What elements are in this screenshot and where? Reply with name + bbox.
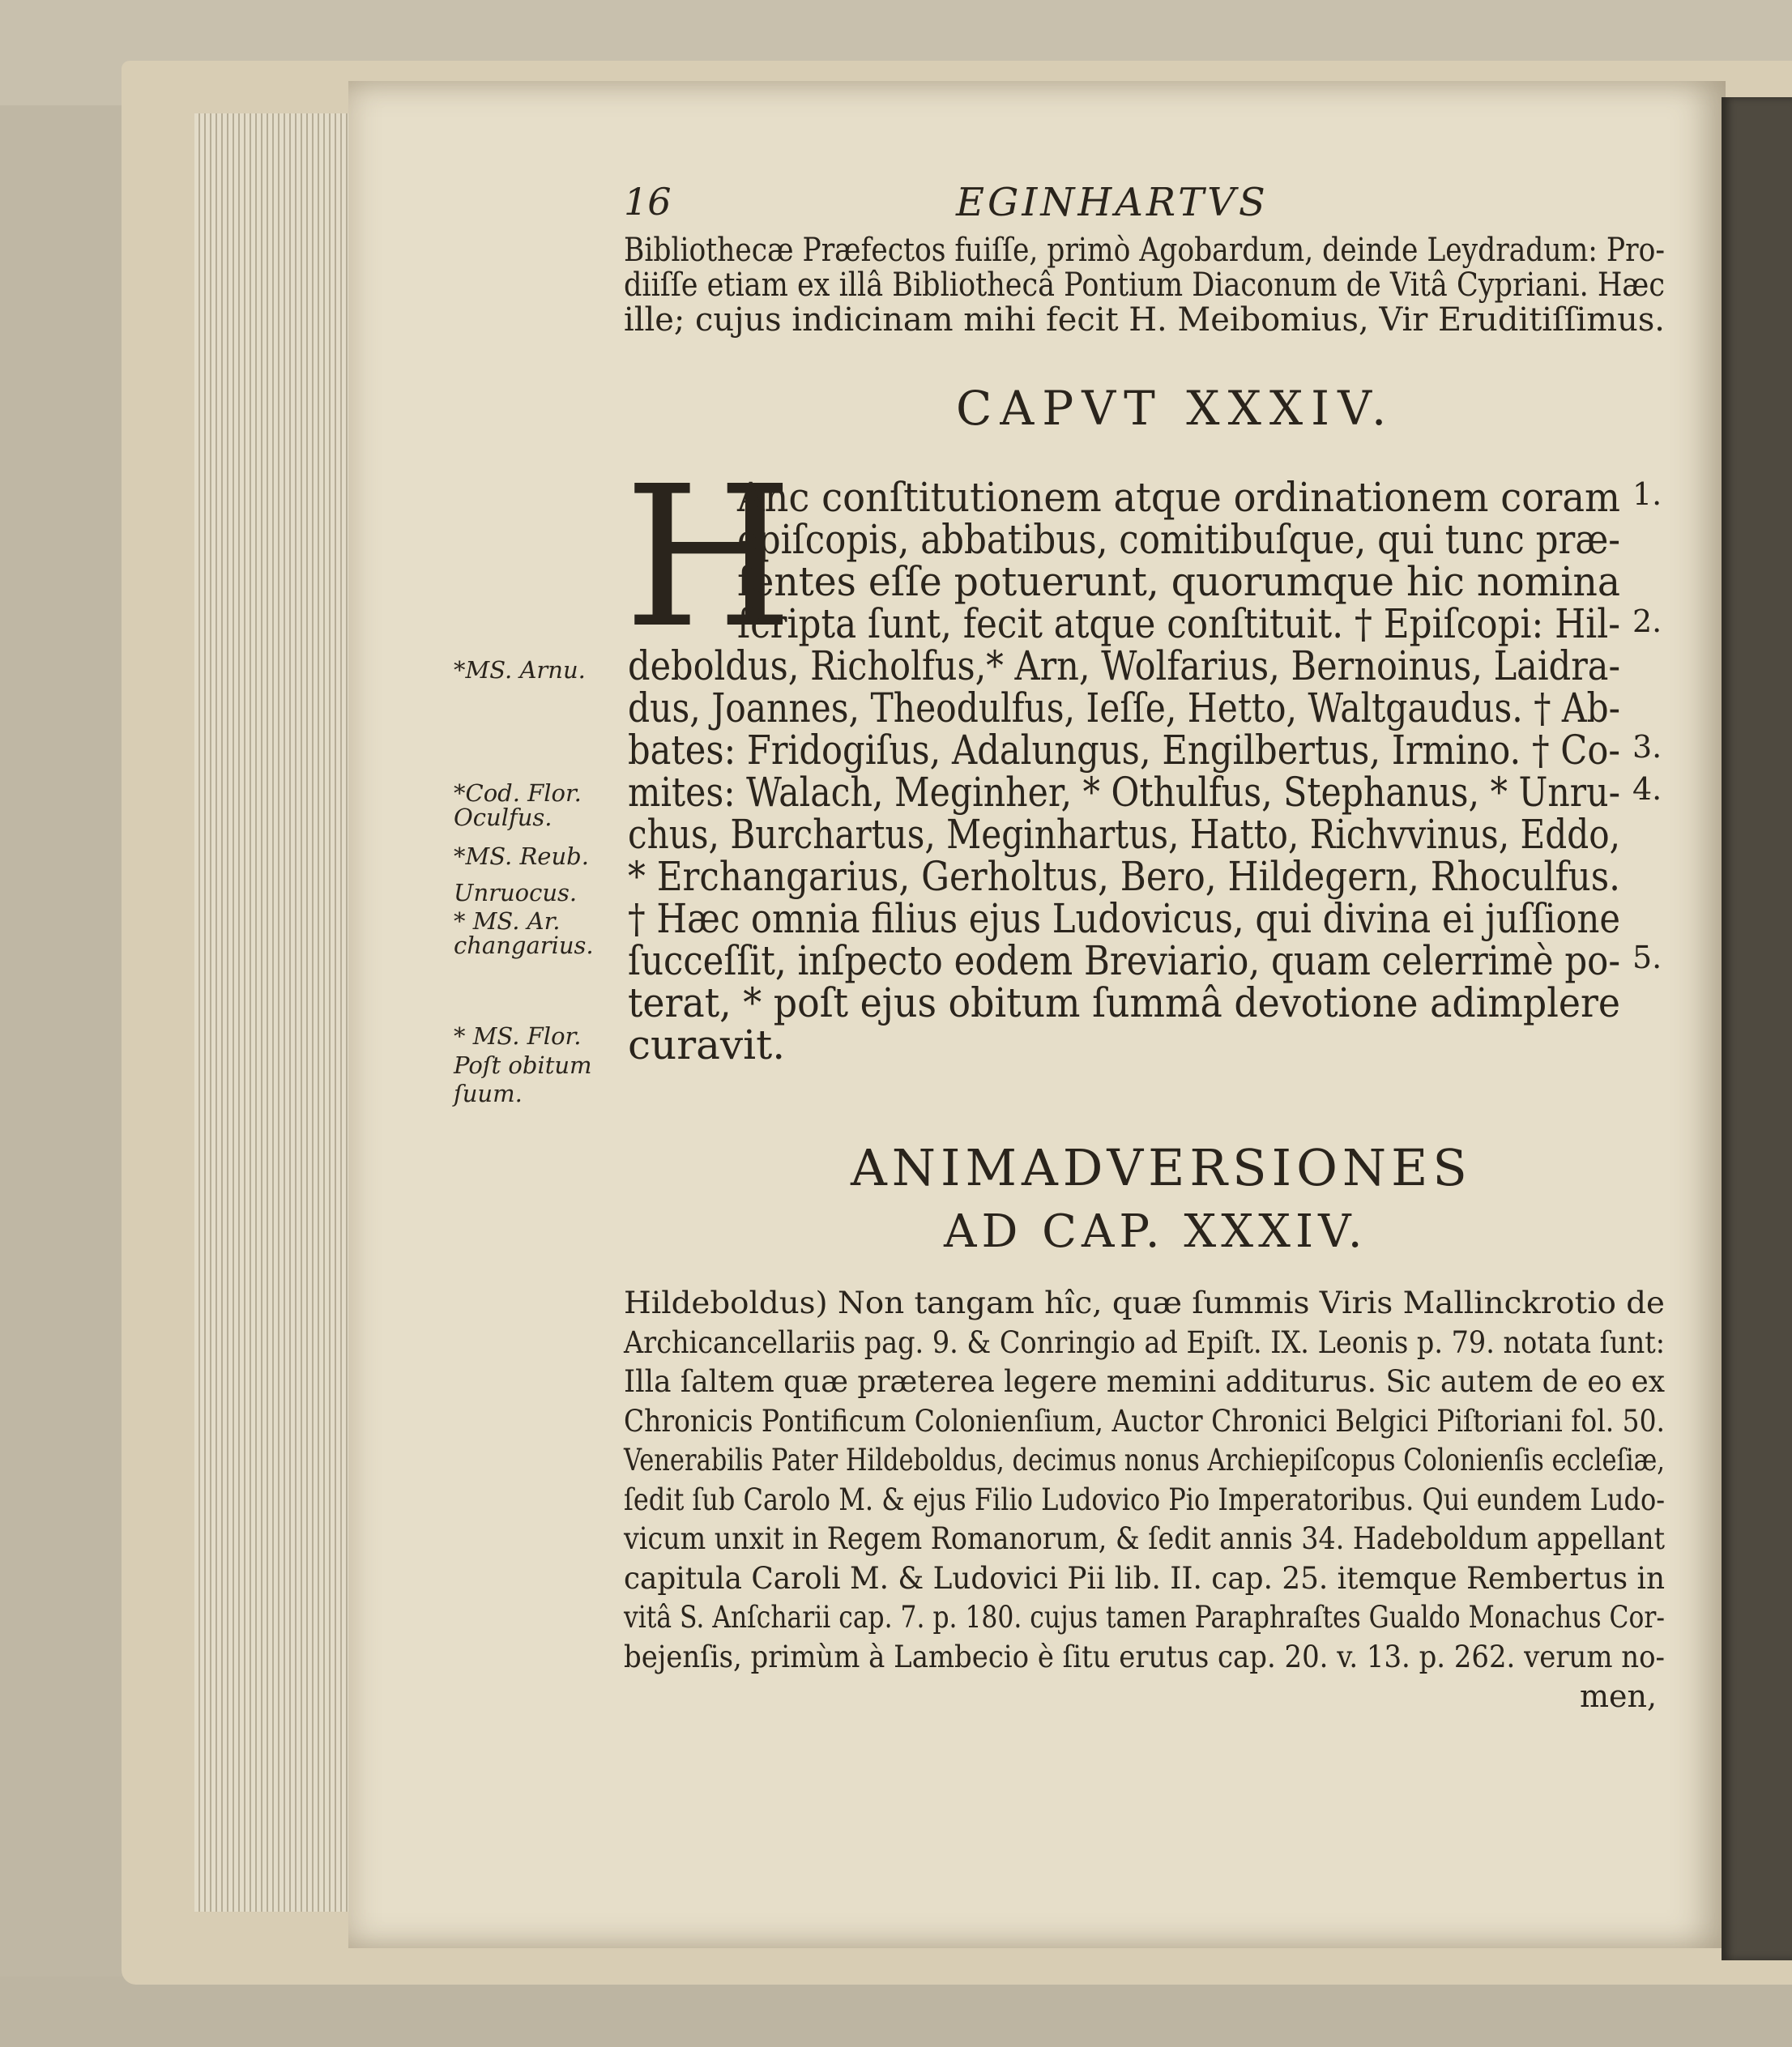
facing-page-shadow (1722, 97, 1792, 1960)
scan-background-bottom (0, 1977, 1792, 2047)
marginal-note: * MS. Ar. (454, 907, 561, 935)
chapter-lines-line: dus, Joannes, Theodulfus, Ieſſe, Hetto, Waltgaudus. † Ab- (628, 684, 1620, 731)
verse-number: 2. (1632, 603, 1662, 639)
page-edges (194, 113, 358, 1912)
notes-line: Venerabilis Pater Hildeboldus, decimus nonus Archiepiſcopus Colonienſis eccleſiæ, (624, 1443, 1665, 1478)
marginal-note: ſuum. (454, 1080, 523, 1107)
notes-line: capitula Caroli M. & Ludovici Pii lib. II. cap. 25. itemque Rembertus in (624, 1560, 1665, 1596)
marginal-note: Poſt obitum (454, 1051, 592, 1079)
notes-line: vitâ S. Anſcharii cap. 7. p. 180. cujus tamen Paraphraſtes Gualdo Monachus Cor- (624, 1600, 1665, 1635)
top-text-line: Bibliothecæ Præfectos fuiſſe, primò Agobardum, deinde Leydradum: Pro- (624, 232, 1665, 269)
verse-number: 4. (1632, 771, 1662, 807)
chapter-lines-line: epiſcopis, abbatibus, comitibuſque, qui tunc præ- (737, 516, 1620, 563)
notes-line: Archicancellariis pag. 9. & Conringio ad Epiſt. IX. Leonis p. 79. notata ſunt: (624, 1324, 1665, 1360)
chapter-lines-line: chus, Burchartus, Meginhartus, Hatto, Richvvinus, Eddo, (628, 811, 1620, 858)
marginal-note: *MS. Arnu. (454, 656, 586, 684)
verse-number: 3. (1632, 729, 1662, 765)
drop-cap: H (624, 444, 794, 671)
chapter-lines-line: terat, * poſt ejus obitum ſummâ devotione adimplere (628, 979, 1620, 1026)
verse-number: 5. (1632, 940, 1662, 975)
chapter-lines-line: curavit. (628, 1021, 786, 1068)
catchword: men, (1580, 1678, 1658, 1714)
chapter-lines-line: Anc conſtitutionem atque ordinationem coram (737, 474, 1620, 521)
animadversiones-title: ANIMADVERSIONES (851, 1138, 1472, 1197)
notes-line: Illa ſaltem quæ præterea legere memini additurus. Sic autem de eo ex (624, 1364, 1665, 1399)
running-head: EGINHARTVS (956, 180, 1269, 225)
notes-line: vicum unxit in Regem Romanorum, & ſedit annis 34. Hadeboldum appellant (624, 1521, 1665, 1556)
top-text-line: ille; cujus indicinam mihi fecit H. Meibomius, Vir Eruditiſſimus. (624, 301, 1665, 339)
notes-line: Hildeboldus) Non tangam hîc, quæ ſummis Viris Mallinckrotio de (624, 1286, 1665, 1320)
chapter-lines-line: ſentes eſſe potuerunt, quorumque hic nomina (737, 558, 1620, 605)
notes-line: ſedit ſub Carolo M. & ejus Filio Ludovico Pio Imperatoribus. Qui eundem Ludo- (624, 1482, 1665, 1517)
marginal-note: *Cod. Flor. (454, 779, 582, 807)
page-number: 16 (624, 180, 672, 224)
notes-line: bejenſis, primùm à Lambecio è ſitu erutus cap. 20. v. 13. p. 262. verum no- (624, 1639, 1665, 1674)
marginal-note: changarius. (454, 932, 594, 959)
verse-number: 1. (1632, 476, 1662, 512)
animadversiones-subtitle: AD CAP. XXXIV. (944, 1205, 1367, 1258)
chapter-lines-line: deboldus, Richolfus,* Arn, Wolfarius, Bernoinus, Laidra- (628, 642, 1620, 689)
chapter-lines-line: mites: Walach, Meginher, * Othulfus, Stephanus, * Unru- (628, 769, 1620, 816)
chapter-lines-line: bates: Fridogiſus, Adalungus, Engilbertus, Irmino. † Co- (628, 727, 1620, 774)
chapter-lines-line: ſucceſſit, inſpecto eodem Breviario, quam celerrimè po- (628, 937, 1620, 984)
marginal-note: Oculfus. (454, 804, 553, 831)
marginal-note: * MS. Flor. (454, 1022, 582, 1050)
chapter-lines-line: * Erchangarius, Gerholtus, Bero, Hildegern, Rhoculfus. (628, 853, 1620, 900)
chapter-lines-line: † Hæc omnia filius ejus Ludovicus, qui divina ei juſſione (628, 895, 1620, 942)
marginal-note: Unruocus. (454, 879, 578, 906)
notes-line: Chronicis Pontificum Colonienſium, Auctor Chronici Belgici Piſtoriani fol. 50. (624, 1403, 1665, 1439)
chapter-lines-line: ſcripta ſunt, fecit atque conſtituit. † Epiſcopi: Hil- (737, 600, 1620, 647)
chapter-title: CAPVT XXXIV. (956, 381, 1395, 436)
marginal-note: *MS. Reub. (454, 842, 589, 870)
top-text-line: diiſſe etiam ex illâ Bibliothecâ Pontium Diaconum de Vitâ Cypriani. Hæc (624, 267, 1665, 304)
